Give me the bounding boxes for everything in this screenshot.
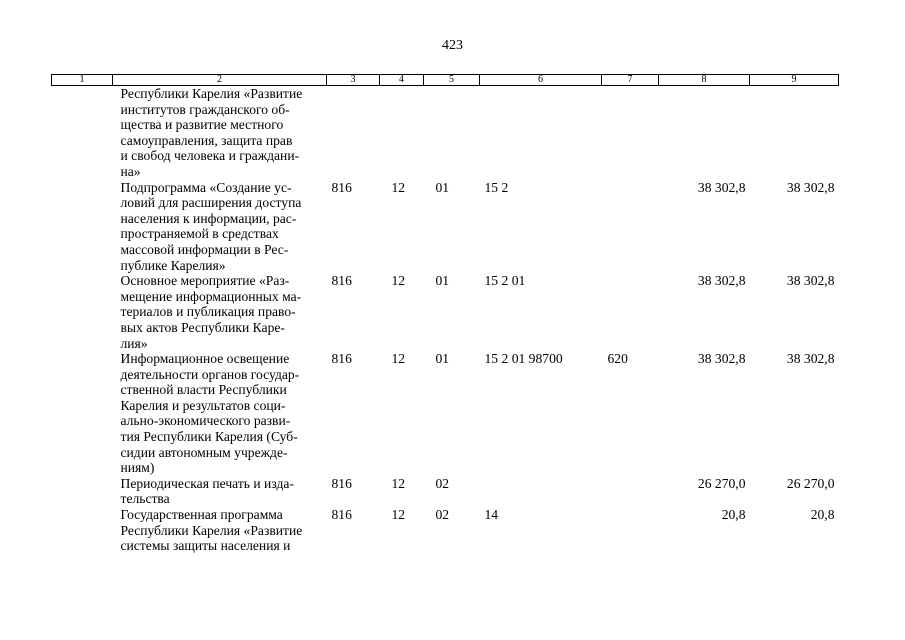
subsection-code-cell: 01: [435, 351, 450, 367]
expense-type-cell: [602, 86, 659, 180]
table-row: [52, 476, 839, 507]
amount-cell: 20,8: [721, 507, 746, 523]
subsection-code-cell: 01: [435, 273, 450, 289]
expense-type-cell: [602, 507, 659, 554]
column-header: 6: [480, 75, 602, 86]
item-name-line: сидии автономным учрежде-: [120, 444, 288, 460]
section-code-cell: 12: [391, 273, 406, 289]
column-header: 2: [113, 75, 327, 86]
item-name-cell: [113, 476, 327, 507]
item-name-line: тельства: [120, 491, 170, 507]
item-name-cell: [113, 507, 327, 554]
item-name-line: на»: [120, 163, 141, 179]
item-name-line: Карелия и результатов соци-: [120, 397, 286, 413]
column-header: 4: [380, 75, 424, 86]
item-name-line: населения к информации, рас-: [120, 210, 297, 226]
item-name-cell: [113, 273, 327, 351]
ministry-code-cell: 816: [331, 273, 352, 289]
item-name-line: Республики Карелия «Развитие: [120, 522, 303, 538]
item-name-line: щества и развитие местного: [120, 117, 284, 133]
amount-cell: 38 302,8: [697, 273, 746, 289]
target-article-cell: [480, 86, 602, 180]
item-name-line: вых актов Республики Каре-: [120, 319, 285, 335]
amount-cell: 38 302,8: [697, 351, 746, 367]
subsection-code-cell: 02: [435, 475, 450, 491]
item-name-cell: [113, 351, 327, 476]
row-index-cell: [52, 180, 113, 274]
column-header: 3: [327, 75, 380, 86]
item-name-line: пространяемой в средствах: [120, 226, 279, 242]
row-index-cell: [52, 351, 113, 476]
item-name-line: и свобод человека и граждани-: [120, 148, 300, 164]
section-code-cell: [380, 86, 424, 180]
item-name-line: ственной власти Республики: [120, 382, 287, 398]
section-code-cell: 12: [391, 351, 406, 367]
item-name-line: тия Республики Карелия (Суб-: [120, 429, 298, 445]
target-article-cell: 15 2 01 98700: [484, 351, 563, 367]
section-code-cell: 12: [391, 475, 406, 491]
item-name-line: лия»: [120, 335, 148, 351]
item-name-line: институтов гражданского об-: [120, 101, 290, 117]
item-name-line: массовой информации в Рес-: [120, 241, 289, 257]
table-row: [52, 351, 839, 476]
ministry-code-cell: 816: [331, 351, 352, 367]
section-code-cell: 12: [391, 179, 406, 195]
amount-cell: 38 302,8: [697, 179, 746, 195]
row-index-cell: [52, 507, 113, 554]
item-name-line: публике Карелия»: [120, 257, 226, 273]
amount-total-cell: 38 302,8: [786, 273, 835, 289]
item-name-line: Основное мероприятие «Раз-: [120, 273, 290, 289]
item-name-cell: [113, 86, 327, 180]
page-number: 423: [442, 38, 463, 53]
ministry-code-cell: 816: [331, 179, 352, 195]
subsection-code-cell: 02: [435, 507, 450, 523]
ministry-code-cell: 816: [331, 507, 352, 523]
expense-type-cell: 620: [607, 351, 628, 367]
table-body: [52, 86, 839, 554]
item-name-line: Государственная программа: [120, 507, 283, 523]
expense-type-cell: [602, 273, 659, 351]
target-article-cell: 14: [484, 507, 499, 523]
row-index-cell: [52, 273, 113, 351]
target-article-cell: 15 2: [484, 179, 509, 195]
amount-total-cell: 26 270,0: [786, 475, 835, 491]
row-index-cell: [52, 476, 113, 507]
item-name-line: Республики Карелия «Развитие: [120, 86, 303, 101]
expense-type-cell: [602, 180, 659, 274]
item-name-line: ально-экономического разви-: [120, 413, 291, 429]
item-name-line: самоуправления, защита прав: [120, 132, 293, 148]
budget-table: [51, 74, 839, 554]
ministry-code-cell: 816: [331, 475, 352, 491]
item-name-line: Периодическая печать и изда-: [120, 475, 294, 491]
amount-cell: 26 270,0: [697, 475, 746, 491]
amount-cell: [659, 86, 750, 180]
item-name-line: мещение информационных ма-: [120, 288, 302, 304]
table-row: [52, 507, 839, 554]
table-row: [52, 273, 839, 351]
column-header: 7: [602, 75, 659, 86]
amount-total-cell: 38 302,8: [786, 351, 835, 367]
item-name-cell: [113, 180, 327, 274]
amount-total-cell: [750, 86, 839, 180]
subsection-code-cell: [424, 86, 480, 180]
column-header: 5: [424, 75, 480, 86]
item-name-line: деятельности органов государ-: [120, 366, 300, 382]
item-name-line: Информационное освещение: [120, 351, 290, 367]
column-header: 9: [750, 75, 839, 86]
item-name-line: системы защиты населения и: [120, 538, 291, 554]
target-article-cell: [480, 476, 602, 507]
ministry-code-cell: [327, 86, 380, 180]
table-row: [52, 86, 839, 180]
amount-total-cell: 38 302,8: [786, 179, 835, 195]
item-name-line: ниям): [120, 460, 155, 476]
item-name-line: териалов и публикация право-: [120, 304, 296, 320]
column-number-row: [52, 75, 839, 86]
subsection-code-cell: 01: [435, 179, 450, 195]
expense-type-cell: [602, 476, 659, 507]
item-name-line: Подпрограмма «Создание ус-: [120, 179, 292, 195]
amount-total-cell: 20,8: [810, 507, 835, 523]
table-row: [52, 180, 839, 274]
column-header: 8: [659, 75, 750, 86]
item-name-line: ловий для расширения доступа: [120, 195, 302, 211]
target-article-cell: 15 2 01: [484, 273, 526, 289]
column-header: 1: [52, 75, 113, 86]
section-code-cell: 12: [391, 507, 406, 523]
row-index-cell: [52, 86, 113, 180]
